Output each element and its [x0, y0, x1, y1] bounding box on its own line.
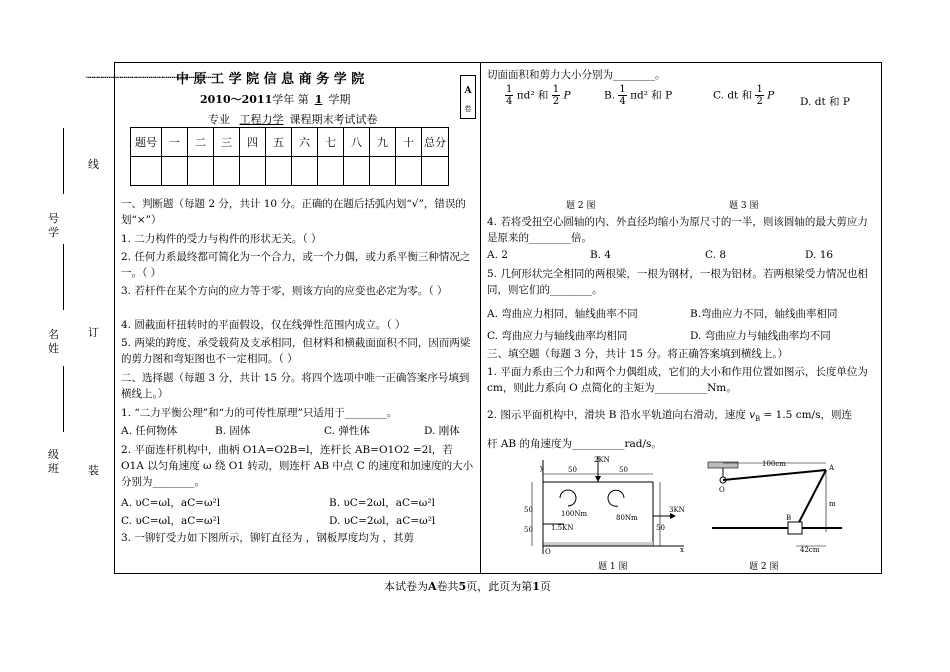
fill-q2-text-b: = 1.5 cm/s，则连 [763, 409, 852, 421]
fill-q2-line2: 杆 AB 的角速度为__________rad/s。 [487, 438, 662, 450]
choice-q4-opt-b[interactable]: B. 4 [590, 249, 612, 261]
score-col-1: 一 [162, 128, 188, 157]
fig2-label-b: B [786, 514, 792, 522]
score-col-7: 七 [318, 128, 344, 157]
choice-q3-cont: 切面面积和剪力大小分别为________。 [487, 69, 666, 81]
fraction-quarter: $\frac{1}{4}$ [619, 84, 626, 107]
fig1-moment-80: 80Nm [616, 514, 638, 522]
term-line [200, 91, 350, 107]
choice-q2-opt-b[interactable]: B. υC=2ωl，aC=ω²l [329, 497, 435, 509]
footer-pre: 本试卷为 [384, 580, 428, 593]
score-cell[interactable] [292, 157, 318, 186]
semester-number: 1 [314, 93, 323, 106]
score-col-total: 总分 [422, 128, 449, 157]
choice-q3-opt-c[interactable]: C. dt 和 $\frac{1}{2}$ P [713, 84, 775, 107]
choice-q4-opt-d[interactable]: D. 16 [805, 249, 834, 261]
score-cell[interactable] [240, 157, 266, 186]
fig1-diagram [524, 454, 696, 560]
binding-rule [63, 244, 64, 310]
course-line [174, 111, 378, 127]
judge-q1: 1. 二力构件的受力与构件的形状无关。（ ） [121, 233, 322, 245]
binding-line-char: 线 [88, 158, 99, 171]
fig1-moment-80-arrow [608, 490, 624, 506]
fig1-dim-left2-label: 50 [524, 526, 533, 534]
score-entry-row [131, 157, 449, 186]
class-label: 级班 [48, 448, 59, 475]
choice-q3: 3. 一铆钉受力如下图所示，铆钉直径为 ，钢板厚度均为 ，其剪 [121, 532, 415, 544]
section3-heading: 三、填空题（每题 3 分，共计 15 分。将正确答案填到横线上。） [487, 348, 789, 360]
score-col-10: 十 [396, 128, 422, 157]
fig1-dim-50b: 50 [619, 466, 628, 474]
fig2-crank-oa [723, 470, 826, 480]
choice-q3-opt-b[interactable] [604, 84, 672, 107]
fraction-half: $\frac{1}{2}$ [756, 84, 763, 107]
fig1-moment-100: 100Nm [561, 510, 588, 518]
choice-q5-opt-d[interactable]: D. 弯曲应力与轴线曲率均不同 [690, 330, 831, 342]
fill-q2-line1 [487, 407, 852, 423]
fig1-axis-y: y [540, 464, 544, 472]
binding-order-char: 订 [88, 326, 99, 339]
fig1-axis-x: x [680, 546, 684, 554]
choice-q5-opt-c[interactable]: C. 弯曲应力与轴线曲率均相同 [487, 330, 628, 342]
judge-q3: 3. 若杆件在某个方向的应力等于零，则该方向的应变也必定为零。（ ） [121, 285, 448, 297]
year-mid: 学年 第 [272, 93, 309, 106]
major-blank[interactable] [174, 113, 208, 126]
fig1-force-3: 3KN [669, 506, 685, 514]
choice-q4: 4. 若将受扭空心圆轴的内、外直径均缩小为原尺寸的一半，则该圆轴的最大剪应力是原来的________倍。 [487, 216, 868, 244]
velocity-symbol: v [749, 409, 756, 421]
student-id-label: 号学 [48, 212, 59, 239]
opt-a-text: πd² 和 [516, 89, 549, 102]
fig2b-caption: 题 2 图 [749, 562, 779, 572]
choice-q4-opt-a[interactable]: A. 2 [487, 249, 508, 261]
fig2-dim-top: 100cm [762, 460, 786, 468]
choice-q1-opt-d[interactable]: D. 刚体 [424, 425, 460, 437]
score-cell[interactable] [396, 157, 422, 186]
score-cell[interactable] [188, 157, 214, 186]
choice-q1-opt-b[interactable]: B. 固体 [215, 425, 251, 437]
score-col-9: 九 [370, 128, 396, 157]
footer-paper: A [428, 580, 437, 593]
judge-q5: 5. 两梁的跨度、承受载荷及支承相同，但材料和横截面面积不同，因而两梁的剪力图和弯矩图也不一定相同。（ ） [121, 337, 471, 365]
binding-rule [63, 128, 64, 194]
score-cell[interactable] [318, 157, 344, 186]
choice-q5-opt-a[interactable]: A. 弯曲应力相同，轴线曲率不同 [487, 308, 638, 320]
semester-suffix: 学期 [328, 93, 351, 106]
fig1-moment-100-arrow [560, 490, 576, 506]
page-footer [384, 578, 551, 594]
choice-q2-opt-a[interactable]: A. υC=ωl，aC=ω²l [121, 497, 221, 509]
choice-q3-opt-d[interactable]: D. dt 和 P [800, 96, 850, 108]
score-cell[interactable] [131, 157, 162, 186]
footer-mid2: 页，此页为第 [466, 580, 533, 593]
fig2-label-o: O [719, 486, 725, 494]
fill-q1: 1. 平面力系由三个力和两个力偶组成，它们的大小和作用位置如图示，长度单位为 cm，则此力系向 O 点简化的主矩为__________Nm。 [487, 366, 868, 394]
fill-q2-text-a: 2. 图示平面机构中，滑块 B 沿水平轨道向右滑动，速度 [487, 409, 746, 421]
choice-q2: 2. 平面连杆机构中，曲柄 O1A=O2B=l，连杆长 AB=O1O2 =2l，若 O1A 以匀角速度 ω 绕 O1 转动，则连杆 AB 中点 C 的速度和加速度的大小分别为________。 [121, 444, 474, 488]
velocity-subscript: B [755, 415, 761, 424]
binding-bind-char: 装 [88, 464, 99, 477]
fig1-dim-right-label: 50 [656, 524, 665, 532]
score-col-6: 六 [292, 128, 318, 157]
choice-q2-opt-d[interactable]: D. υC=2ωl，aC=ω²l [329, 515, 436, 527]
footer-pages: 5 [458, 580, 467, 593]
score-col-8: 八 [344, 128, 370, 157]
column-divider [480, 62, 481, 574]
opt-c-text: C. dt 和 [713, 89, 753, 102]
choice-q1-opt-a[interactable]: A. 任何物体 [121, 425, 178, 437]
opt-b-label: B. [604, 89, 616, 102]
fig1-force-2kn-arrow [595, 476, 601, 482]
major-label: 专业 [208, 113, 230, 126]
score-col-3: 三 [214, 128, 240, 157]
choice-q5: 5. 几何形状完全相同的两根梁，一根为钢材，一根为铝材。若两根梁受力情况也相同，则它们的________。 [487, 268, 868, 296]
fig1-dim-50a: 50 [568, 466, 577, 474]
score-col-head: 题号 [131, 128, 162, 157]
name-label: 名姓 [48, 328, 59, 355]
footer-post: 页 [539, 580, 551, 593]
score-table [130, 127, 449, 186]
fig1-hatch [543, 542, 653, 546]
footer-mid: 卷共 [436, 580, 459, 593]
score-col-2: 二 [188, 128, 214, 157]
fig2-diagram [708, 458, 848, 556]
score-cell[interactable] [266, 157, 292, 186]
score-cell[interactable] [162, 157, 188, 186]
binding-rule [63, 366, 64, 432]
paper-a-letter: A [464, 86, 472, 96]
course-name: 工程力学 [239, 113, 284, 126]
year-range: 2010～2011 [200, 93, 273, 106]
section2-heading: 二、选择题（每题 3 分，共计 15 分。将四个选项中唯一正确答案序号填到横线上。） [121, 372, 470, 400]
fig2-label-a: A [829, 464, 835, 472]
footer-page-no: 1 [532, 580, 540, 593]
binding-dotted-line: ………………………………………………………………………………………… [86, 71, 216, 80]
fig1-force-2kn: 2KN [594, 456, 610, 464]
section1-heading: 一、判断题（每题 2 分，共计 10 分。正确的在题后括弧内划“√”，错误的划“×”） [121, 198, 466, 226]
fig2-dim-m: m [829, 500, 836, 508]
fig2-caption: 题 2 图 [566, 201, 596, 211]
choice-q4-opt-c[interactable]: C. 8 [705, 249, 727, 261]
fig2-slider-b [788, 522, 802, 534]
paper-a-box [460, 75, 476, 119]
choice-q2-opt-c[interactable]: C. υC=ωl，aC=ω²l [121, 515, 221, 527]
exam-title: 课程期末考试试卷 [289, 113, 378, 126]
fig3-caption: 题 3 图 [729, 201, 759, 211]
fig2-rod-ab [796, 470, 826, 528]
fraction-half: $\frac{1}{2}$ [552, 84, 560, 107]
score-cell[interactable] [370, 157, 396, 186]
score-header-row [131, 128, 449, 157]
score-col-5: 五 [266, 128, 292, 157]
choice-q5-opt-b[interactable]: B.弯曲应力不同，轴线曲率相同 [690, 308, 838, 320]
score-cell[interactable] [344, 157, 370, 186]
fig1-force-15: 1.5KN [551, 524, 574, 532]
school-name: 中 原 工 学 院 信 息 商 务 学 院 [176, 72, 365, 87]
fig1-dim-left-label: 50 [524, 506, 533, 514]
judge-q4: 4. 圆截面杆扭转时的平面假设，仅在线弹性范围内成立。（ ） [121, 319, 406, 331]
fraction-quarter: $\frac{1}{4}$ [506, 84, 513, 107]
choice-q1-opt-c[interactable]: C. 弹性体 [324, 425, 370, 437]
score-col-4: 四 [240, 128, 266, 157]
score-cell[interactable] [214, 157, 240, 186]
fig1-origin: O [545, 548, 551, 556]
choice-q3-opt-a[interactable]: $\frac{1}{4}$ πd² 和 $\frac{1}{2}$ P [506, 84, 571, 107]
fig2-dim-bottom: 42cm [800, 546, 820, 554]
opt-b-text: πd² 和 P [630, 89, 673, 102]
choice-q1: 1. “二力平衡公理”和“力的可传性原理”只适用于________。 [121, 407, 398, 419]
judge-q2: 2. 任何力系最终都可简化为一个合力，或一个力偶，或力系平衡三种情况之一。（ ） [121, 251, 471, 279]
score-cell[interactable] [422, 157, 449, 186]
paper-a-suffix: 卷 [464, 105, 472, 113]
fig1-caption: 题 1 图 [598, 562, 628, 572]
